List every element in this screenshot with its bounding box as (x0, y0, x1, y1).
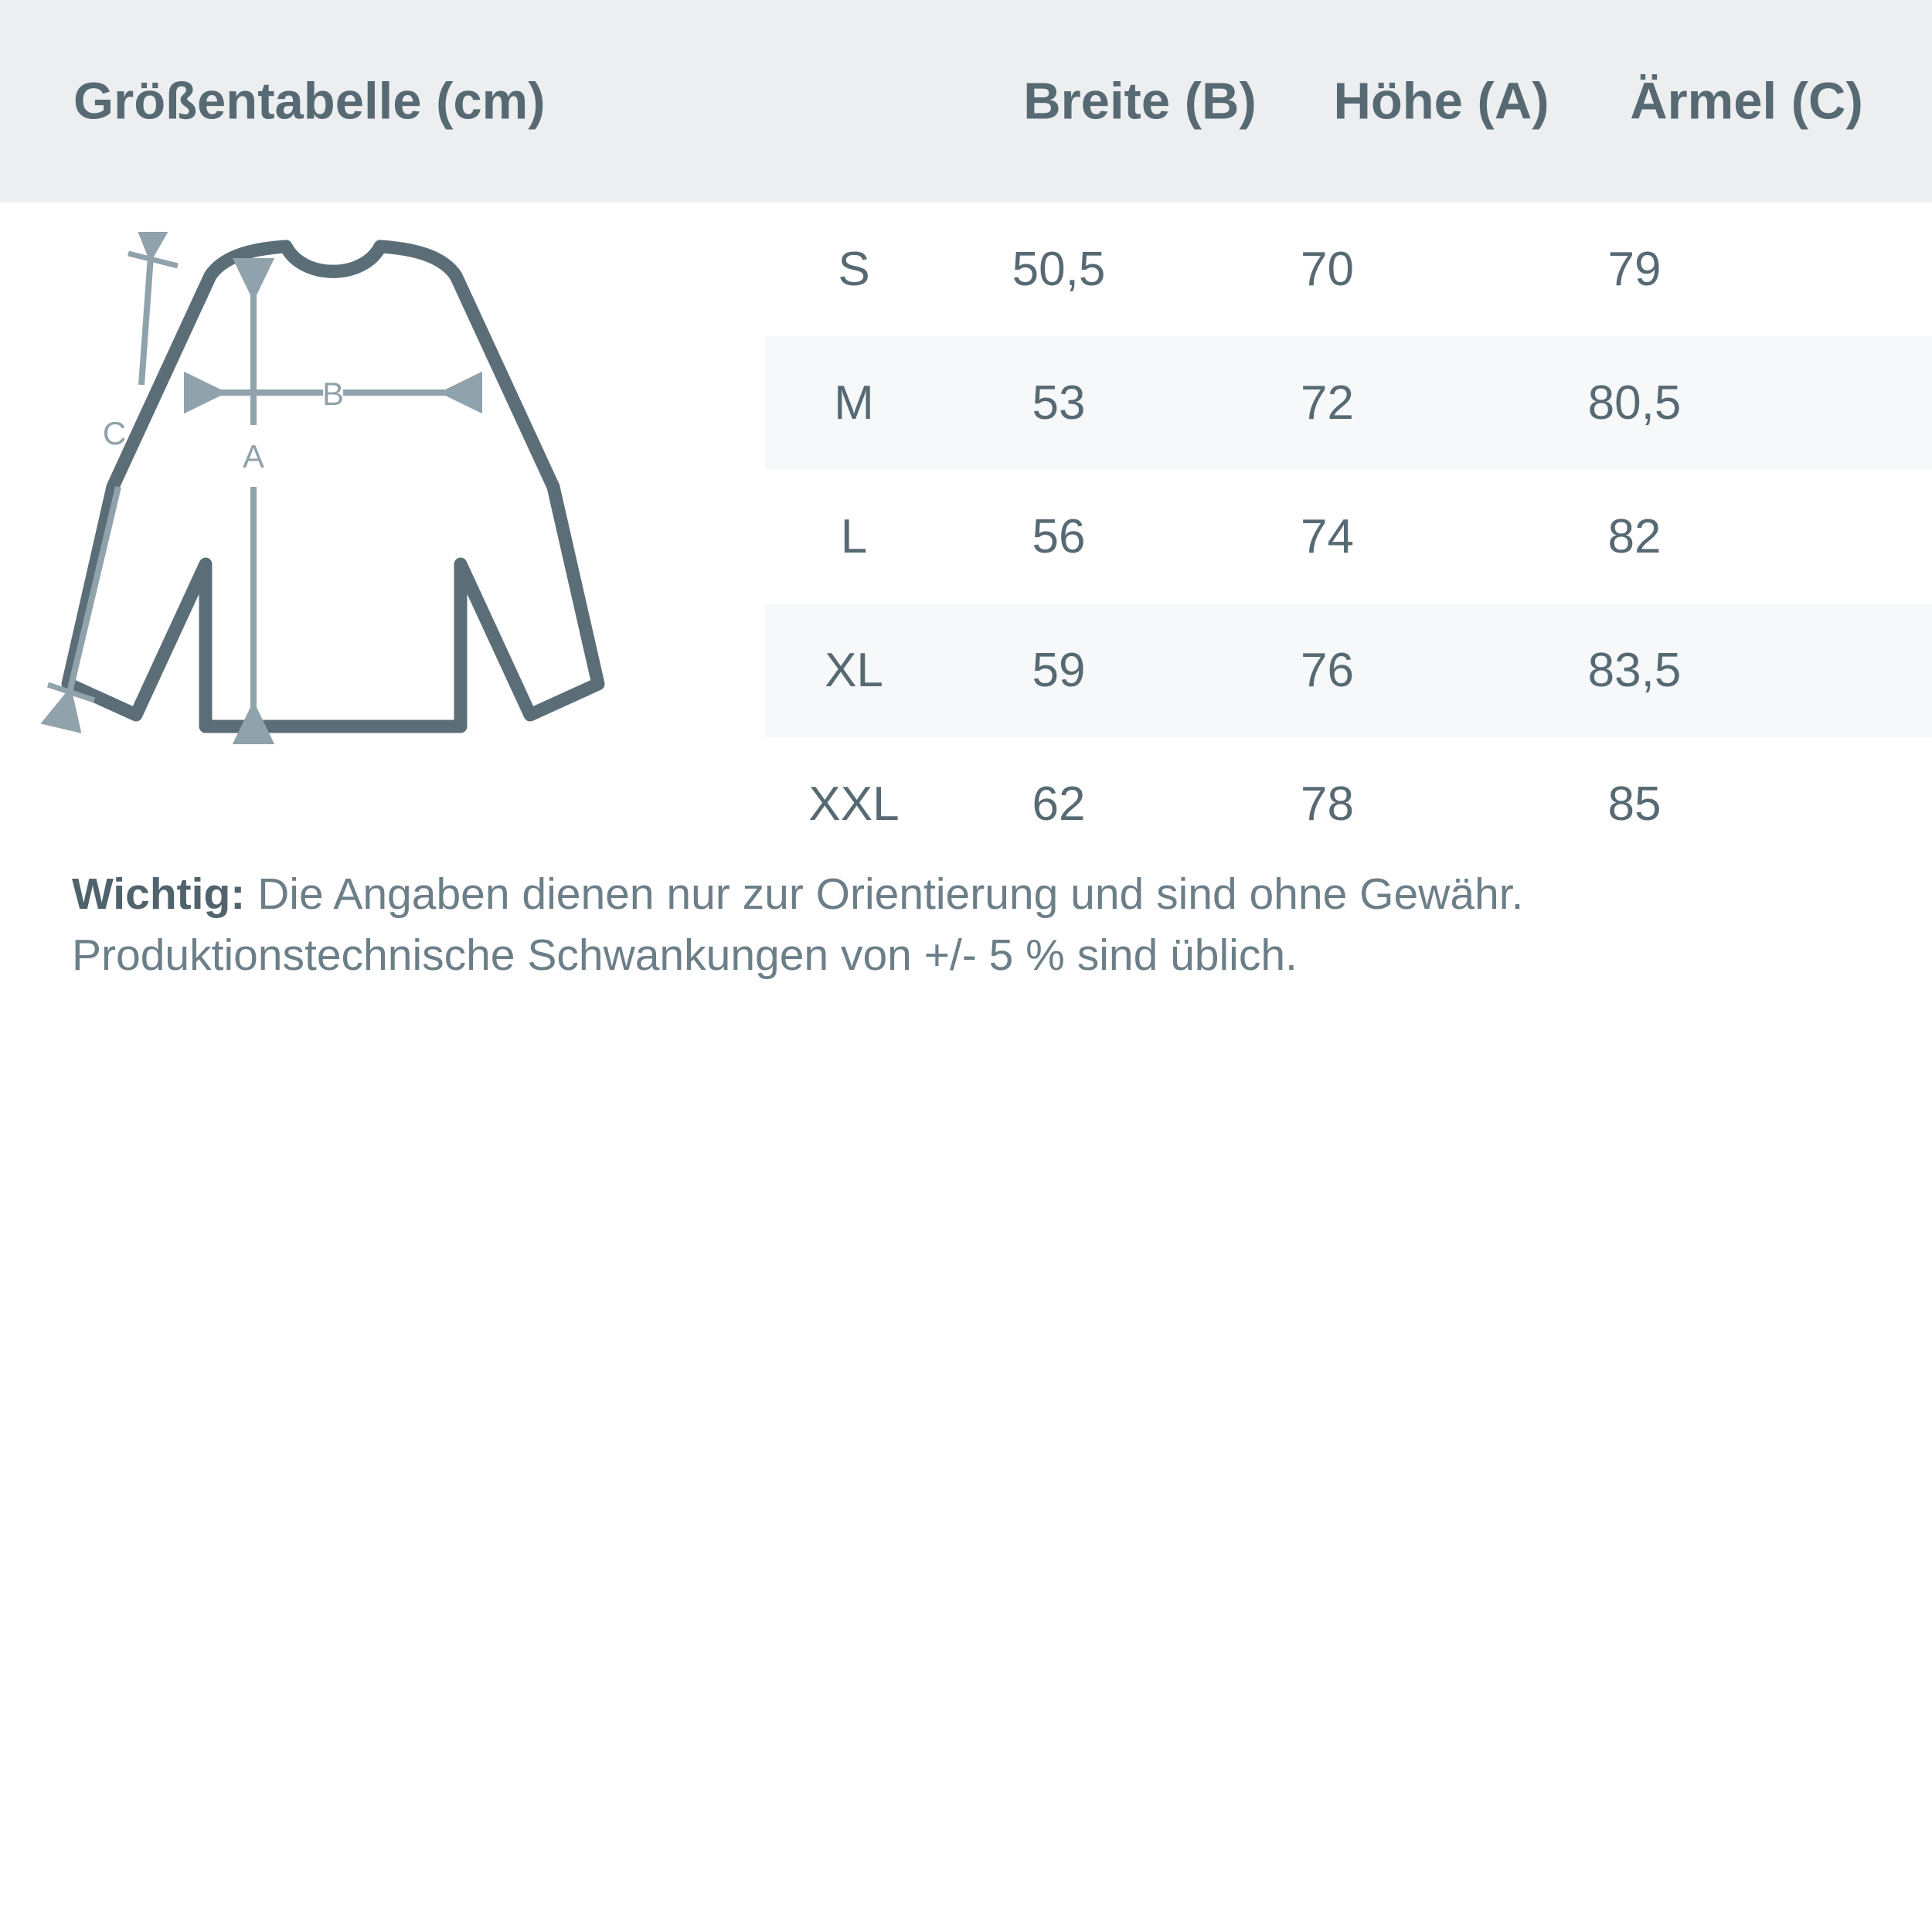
table-row (765, 737, 1932, 871)
cell-sleeve: 83,5 (1587, 644, 1682, 697)
cell-width: 50,5 (1012, 243, 1106, 296)
cell-size: M (834, 376, 874, 430)
cell-size: XL (825, 644, 883, 697)
disclaimer-note (72, 864, 1872, 985)
garment-diagram (31, 232, 773, 796)
column-headers (989, 72, 1901, 131)
cell-sleeve: 80,5 (1587, 376, 1682, 430)
table-row (765, 604, 1932, 737)
table-row (765, 202, 1932, 336)
cell-width: 56 (1032, 510, 1086, 563)
cell-width: 53 (1032, 376, 1086, 430)
disclaimer-text: Die Angaben dienen nur zur Orientierung und sind ohne Gewähr. Produktionstechnische Schwankungen von +/- 5 % sind üblich. (72, 869, 1524, 980)
label-a: A (242, 438, 265, 474)
table-row (765, 470, 1932, 604)
cell-height: 72 (1301, 376, 1354, 430)
cell-size: S (838, 243, 870, 296)
cell-sleeve: 85 (1607, 777, 1662, 831)
cell-width: 62 (1032, 777, 1086, 831)
disclaimer-lead: Wichtig: (72, 869, 246, 919)
cell-height: 74 (1301, 510, 1354, 563)
column-header-sleeve: Ärmel (C) (1630, 72, 1863, 131)
size-table (765, 202, 1932, 871)
column-header-height: Höhe (A) (1333, 72, 1549, 131)
table-row (765, 336, 1932, 470)
cell-sleeve: 79 (1607, 243, 1662, 296)
table-header-bar (0, 0, 1932, 202)
page-title: Größentabelle (cm) (73, 72, 546, 131)
cell-size: XXL (808, 777, 900, 831)
label-b: B (321, 376, 345, 412)
column-header-width: Breite (B) (1023, 72, 1257, 131)
cell-sleeve: 82 (1607, 510, 1662, 563)
cell-size: L (840, 510, 868, 563)
cell-height: 76 (1301, 644, 1354, 697)
cell-width: 59 (1032, 644, 1086, 697)
cell-height: 78 (1301, 777, 1354, 831)
cell-height: 70 (1301, 243, 1354, 296)
label-c: C (102, 415, 127, 451)
